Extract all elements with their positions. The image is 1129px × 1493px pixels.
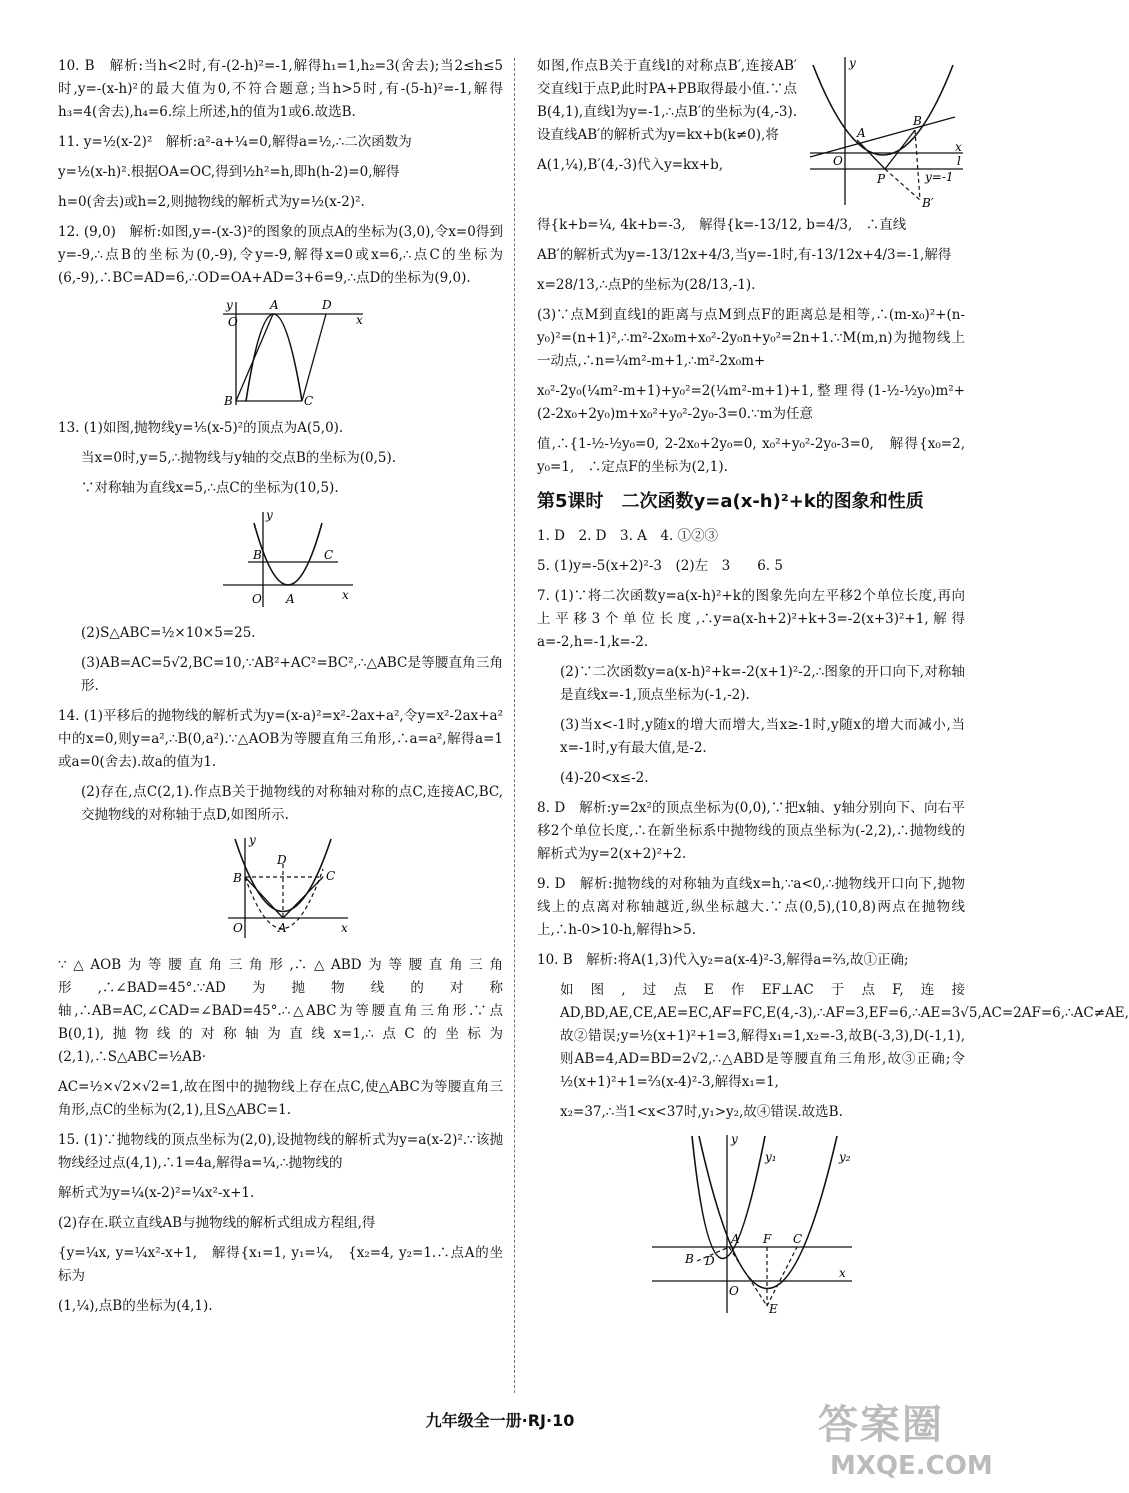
solution-15-line1: 如图,作点B关于直线l的对称点B′,连接AB′交直线l于点P,此时PA+PB取得最小值.∵点B(4,1),直线l为y=-1,∴点B′的坐标为(4,-3).设直线AB′的解析式为y=kx+b(k≠0),将 (537, 58, 797, 143)
label-C: C (326, 869, 336, 883)
label-F: F (763, 1232, 772, 1246)
answer-7-line3: (3)当x<-1时,y随x的增大而增大,当x≥-1时,y随x的增大而减小,当x=-1时,y有最大值,是-2. (560, 717, 965, 756)
answer-7-line2: (2)∵二次函数y=a(x-h)²+k=-2(x+1)²-2,∴图象的开口向下,对称轴是直线x=-1,顶点坐标为(-1,-2). (560, 664, 965, 703)
label-O: O (252, 592, 262, 606)
solution-15-line5: x=28/13,∴点P的坐标为(28/13,-1). (537, 277, 756, 293)
label-O: O (233, 921, 243, 935)
answer-15-line2: 解析式为y=¼(x-2)²=¼x²-x+1. (58, 1185, 255, 1201)
figure-q14 (223, 834, 503, 948)
label-x: x (839, 1266, 846, 1280)
answer-14-line4: AC=½×√2×√2=1,故在图中的抛物线上存在点C,使△ABC为等腰直角三角形,点C的坐标为(2,1),且S△ABC=1. (58, 1079, 503, 1118)
label-y: y (226, 298, 233, 312)
label-y: y (266, 508, 273, 522)
answer-14-line1: 14. (1)平移后的抛物线的解析式为y=(x-a)²=x²-2ax+a²,令y=x²-2ax+a²中的x=0,则y=a²,∴B(0,a²).∵△AOB为等腰直角三角形,∴a=a²,解得a=1或a=0(舍去).故a的值为1. (58, 708, 503, 770)
page-footer: 九年级全一册·RJ·10 (425, 1411, 575, 1430)
label-A: A (731, 1232, 740, 1246)
solution-15-line6: (3)∵点M到直线l的距离与点M到点F的距离总是相等,∴(m-x₀)²+(n-y₀)²=(n+1)²,∴m²-2x₀m+x₀²-2y₀n+y₀²=2n+1.∵M(m,n)为抛物线上一动点,∴n=¼m²-m+1,∴m²-2x₀m+ (537, 307, 965, 369)
answer-11-line3: h=0(舍去)或h=2,则抛物线的解析式为y=½(x-2)². (58, 194, 365, 210)
answer-13-line3: ∵对称轴为直线x=5,∴点C的坐标为(10,5). (81, 480, 339, 496)
figure-q15 (805, 55, 965, 210)
label-B: B (224, 394, 233, 408)
label-A: A (286, 592, 295, 606)
label-D: D (705, 1254, 715, 1268)
label-O: O (729, 1284, 739, 1298)
label-l: l (957, 154, 961, 168)
solution-15-line2: A(1,¼),B′(4,-3)代入y=kx+b, (537, 157, 724, 173)
answer-14-line3: ∵△AOB为等腰直角三角形,∴△ABD为等腰直角三角形,∴∠BAD=45°.∵AD为抛物线的对称轴,∴AB=AC,∠CAD=∠BAD=45°.∴△ABC为等腰直角三角形.∵点B(0,1),抛物线的对称轴为直线x=1,∴点C的坐标为(2,1),∴S△ABC=½AB· (58, 957, 503, 1065)
label-D: D (277, 853, 287, 867)
answer-11-line2: y=½(x-h)².根据OA=OC,得到½h²=h,即h(h-2)=0,解得 (58, 164, 400, 180)
label-y2: y₂ (839, 1150, 851, 1164)
answer-13-line1: 13. (1)如图,抛物线y=⅕(x-5)²的顶点为A(5,0). (58, 420, 344, 436)
answer-8: 8. D 解析:y=2x²的顶点坐标为(0,0),∵把x轴、y轴分别向下、向右平移2个单位长度,∴在新坐标系中抛物线的顶点坐标为(-2,2),∴抛物线的解析式为y=2(x+2)²+2. (537, 800, 965, 862)
answer-11-line1: 11. y=½(x-2)² 解析:a²-a+¼=0,解得a=½,∴二次函数为 (58, 134, 412, 150)
answer-14-line2: (2)存在,点C(2,1).作点B关于抛物线的对称轴对称的点C,连接AC,BC,交抛物线的对称轴于点D,如图所示. (81, 784, 503, 823)
label-x: x (341, 921, 348, 935)
label-x: x (356, 313, 363, 327)
label-y: y (731, 1132, 738, 1146)
label-x: x (955, 140, 962, 154)
figure-r10 (647, 1131, 965, 1320)
label-C: C (793, 1232, 803, 1246)
figure-q13 (218, 507, 503, 616)
answer-13-line5: (3)AB=AC=5√2,BC=10,∵AB²+AC²=BC²,∴△ABC是等腰直角三角形. (81, 655, 503, 694)
answer-10-line2: 如图,过点E作EF⊥AC于点F,连接AD,BD,AE,CE,AE=EC,AF=FC,E(4,-3),∴AF=3,EF=6,∴AE=3√5,AC=2AF=6,∴AC≠AE,故②错误;y=½(x+1)²+1=3,解得x₁=1,x₂=-3,故B(-3,3),D(-1,1),则AB=4,AD=BD=2√2,∴△ABD是等腰直角三角形,故③正确;令½(x+1)²+1=⅔(x-4)²-3,解得x₁=1, (560, 982, 1129, 1090)
label-A: A (270, 298, 279, 312)
label-P: P (877, 172, 886, 186)
solution-15-line3: 得{k+b=¼, 4k+b=-3, 解得{k=-13/12, b=4/3, ∴直线 (537, 217, 907, 233)
label-E: E (769, 1302, 778, 1316)
label-O: O (228, 315, 238, 329)
answer-12: 12. (9,0) 解析:如图,y=-(x-3)²的图象的顶点A的坐标为(3,0),令x=0得到y=-9,∴点B的坐标为(0,-9),令y=-9,解得x=0或x=6,∴点C的坐标为(6,-9),∴BC=AD=6,∴OD=OA+AD=3+6=9,∴点D的坐标为(9,0). (58, 224, 503, 286)
answer-13-line4: (2)S△ABC=½×10×5=25. (81, 625, 256, 641)
column-divider (514, 58, 515, 1393)
label-C: C (324, 548, 334, 562)
label-x: x (342, 588, 349, 602)
answer-9: 9. D 解析:抛物线的对称轴为直线x=h,∵a<0,∴抛物线开口向下,抛物线上的点离对称轴越近,纵坐标越大.∵点(0,5),(10,8)两点在抛物线上,∴h-0>10-h,解得h>5. (537, 876, 965, 938)
answer-10-line3: x₂=37,∴当1<x<37时,y₁>y₂,故④错误.故选B. (560, 1104, 843, 1120)
watermark-line1: 答案圈 (818, 1402, 944, 1448)
figure-q12 (218, 297, 503, 411)
answer-10: 10. B 解析:当h<2时,有-(2-h)²=-1,解得h₁=1,h₂=3(舍去);当2≤h≤5时,y=-(x-h)²的最大值为0,不符合题意;当h>5时,有-(5-h)²=-1,解得h₃=4(舍去),h₄=6.综上所述,h的值为1或6.故选B. (58, 58, 503, 120)
label-A: A (857, 126, 866, 140)
answers-1-4: 1. D 2. D 3. A 4. ①②③ (537, 528, 719, 544)
label-y: y (249, 833, 256, 847)
answer-15-line1: 15. (1)∵抛物线的顶点坐标为(2,0),设抛物线的解析式为y=a(x-2)².∵该抛物线经过点(4,1),∴1=4a,解得a=¼,∴抛物线的 (58, 1132, 503, 1171)
answer-7-line1: 7. (1)∵将二次函数y=a(x-h)²+k的图象先向左平移2个单位长度,再向上平移3个单位长度,∴y=a(x-h+2)²+k+3=-2(x+3)²+1,解得a=-2,h=-1,k=-2. (537, 588, 965, 650)
label-y: y (849, 56, 856, 70)
left-column (58, 55, 503, 1325)
right-column (537, 55, 1129, 1326)
watermark-logo (818, 1393, 993, 1488)
solution-15-line7: x₀²-2y₀(¼m²-m+1)+y₀²=2(¼m²-m+1)+1,整理得(1-½-½y₀)m²+(2-2x₀+2y₀)m+x₀²+y₀²-2y₀-3=0.∵m为任意 (537, 383, 965, 422)
label-C: C (304, 394, 314, 408)
answers-5-6: 5. (1)y=-5(x+2)²-3 (2)左 3 6. 5 (537, 558, 783, 574)
watermark-line2: MXQE.COM (830, 1451, 993, 1481)
label-B: B (913, 114, 922, 128)
lesson-title: 第5课时 二次函数y=a(x-h)²+k的图象和性质 (537, 491, 924, 512)
label-B-prime: B′ (922, 196, 934, 210)
answer-15-line5: (1,¼),点B的坐标为(4,1). (58, 1298, 213, 1314)
answer-15-line3: (2)存在.联立直线AB与抛物线的解析式组成方程组,得 (58, 1215, 376, 1231)
label-D: D (322, 298, 332, 312)
label-y1: y₁ (765, 1150, 777, 1164)
label-B: B (685, 1252, 694, 1266)
label-B: B (233, 871, 242, 885)
label-O: O (833, 154, 843, 168)
answer-13-line2: 当x=0时,y=5,∴抛物线与y轴的交点B的坐标为(0,5). (81, 450, 397, 466)
solution-15-line4: AB′的解析式为y=-13/12x+4/3,当y=-1时,有-13/12x+4/3=-1,解得 (537, 247, 952, 263)
solution-15-line8: 值,∴{1-½-½y₀=0, 2-2x₀+2y₀=0, x₀²+y₀²-2y₀-3=0, 解得{x₀=2, y₀=1, ∴定点F的坐标为(2,1). (537, 436, 965, 475)
label-y-minus-1: y=-1 (925, 170, 954, 184)
answer-15-line4: {y=¼x, y=¼x²-x+1, 解得{x₁=1, y₁=¼, {x₂=4, y₂=1.∴点A的坐标为 (58, 1245, 503, 1284)
label-B: B (253, 548, 262, 562)
answer-10-line1: 10. B 解析:将A(1,3)代入y₂=a(x-4)²-3,解得a=⅔,故①正确; (537, 952, 909, 968)
label-A: A (278, 921, 287, 935)
answer-7-line4: (4)-20<x≤-2. (560, 770, 649, 786)
